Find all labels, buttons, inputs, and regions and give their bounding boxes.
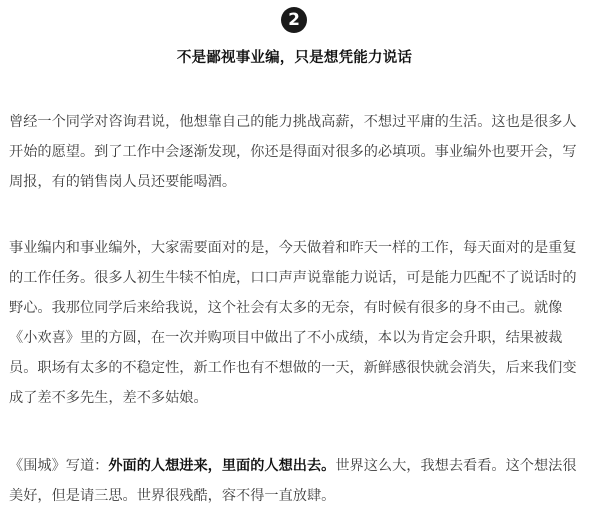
section-number-badge: 2 bbox=[281, 7, 307, 33]
quote-suffix: 世界这么大，我想去看看。这个想法很美好，但是请三思。世界很残酷，容不得一直放肆。 bbox=[9, 458, 577, 504]
quote-emphasis: 外面的人想进来，里面的人想出去。 bbox=[108, 458, 336, 474]
section-title: 不是鄙视事业编，只是想凭能力说话 bbox=[176, 50, 413, 66]
paragraph-2: 事业编内和事业编外，大家需要面对的是，今天做着和昨天一样的工作，每天面对的是重复的工作任务。很多人初生牛犊不怕虎，口口声声说靠能力说话，可是能力匹配不了说话时的野心。我那位同学后来给我说，这个社会有太多的无奈，有时候有很多的身不由己。就像《小欢喜》里的方圆，在一次并购项目中做出了不小成绩，本以为肯定会升职，结果被裁员。职场有太多的不稳定性，新工作也有不想做的一天，新鲜感很快就会消失，后来我们变成了差不多先生，差不多姑娘。 bbox=[9, 240, 577, 406]
paragraph-3-quote bbox=[9, 451, 581, 511]
paragraph-1: 曾经一个同学对咨询君说，他想靠自己的能力挑战高薪，不想过平庸的生活。这也是很多人开始的愿望。到了工作中会逐渐发现，你还是得面对很多的必填项。事业编外也要开会，写周报，有的销售岗人员还要能喝酒。 bbox=[9, 114, 577, 190]
quote-prefix: 《围城》写道： bbox=[9, 458, 109, 474]
